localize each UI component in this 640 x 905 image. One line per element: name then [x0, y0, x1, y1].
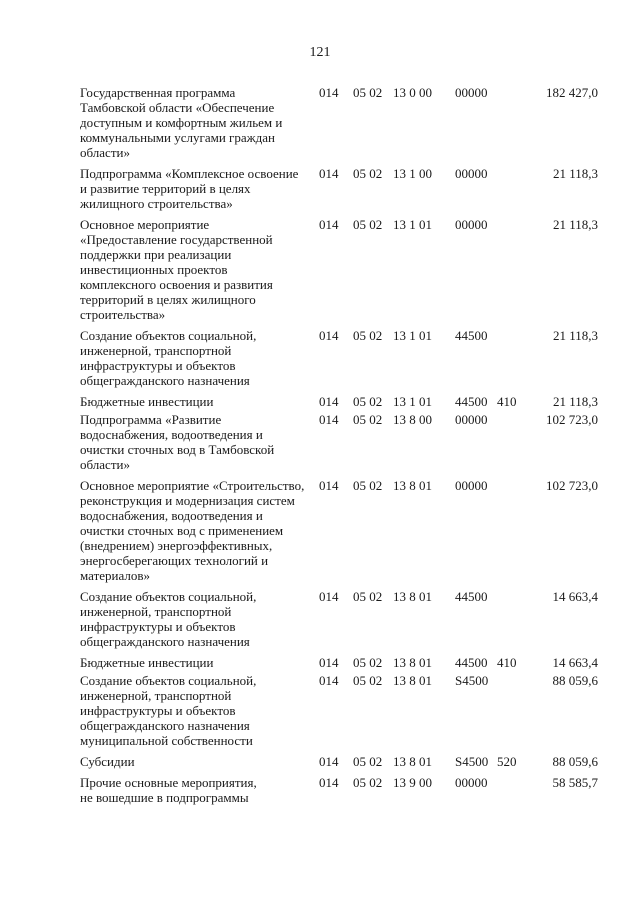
table-row	[0, 328, 640, 388]
table-row	[0, 394, 640, 409]
section-code: 05 02	[353, 655, 383, 670]
section-code: 05 02	[353, 412, 383, 427]
target-code: 00000	[455, 85, 488, 100]
table-row	[0, 775, 640, 805]
row-name: Субсидии	[80, 754, 135, 769]
row-name: Бюджетные инвестиции	[80, 655, 214, 670]
section-code: 05 02	[353, 328, 383, 343]
program-code: 13 8 00	[393, 412, 432, 427]
target-code: 44500	[455, 394, 488, 409]
ved-code: 014	[319, 655, 339, 670]
ved-code: 014	[319, 394, 339, 409]
target-code: 44500	[455, 655, 488, 670]
section-code: 05 02	[353, 85, 383, 100]
program-code: 13 8 01	[393, 478, 432, 493]
row-name: Создание объектов социальной, инженерной, транспортной инфраструктуры и объектов общегражданского назначения	[80, 328, 257, 388]
row-name: Государственная программа Тамбовской области «Обеспечение доступным и комфортным жильем и коммунальными услугами граждан области»	[80, 85, 283, 160]
program-code: 13 8 01	[393, 589, 432, 604]
amount: 14 663,4	[552, 655, 598, 670]
program-code: 13 1 01	[393, 217, 432, 232]
amount: 21 118,3	[552, 166, 598, 181]
ved-code: 014	[319, 217, 339, 232]
section-code: 05 02	[353, 775, 383, 790]
ved-code: 014	[319, 589, 339, 604]
table-row	[0, 412, 640, 472]
row-name: Прочие основные мероприятия, не вошедшие в подпрограммы	[80, 775, 257, 805]
expense-type-code: 520	[497, 754, 517, 769]
table-row	[0, 673, 640, 748]
expense-type-code: 410	[497, 394, 517, 409]
target-code: 00000	[455, 412, 488, 427]
amount: 182 427,0	[546, 85, 598, 100]
table-row	[0, 166, 640, 211]
target-code: 00000	[455, 478, 488, 493]
row-name: Основное мероприятие «Строительство, реконструкция и модернизация систем водоснабжения, водоотведения и очистки сточных вод с применением (внедрением) энергоэффективных, энергосберегающих технологий и материалов»	[80, 478, 305, 583]
program-code: 13 8 01	[393, 754, 432, 769]
ved-code: 014	[319, 673, 339, 688]
expense-type-code: 410	[497, 655, 517, 670]
row-name: Подпрограмма «Развитие водоснабжения, водоотведения и очистки сточных вод в Тамбовской области»	[80, 412, 275, 472]
target-code: 00000	[455, 166, 488, 181]
ved-code: 014	[319, 412, 339, 427]
ved-code: 014	[319, 328, 339, 343]
section-code: 05 02	[353, 589, 383, 604]
table-row	[0, 217, 640, 322]
program-code: 13 1 00	[393, 166, 432, 181]
row-name: Создание объектов социальной, инженерной, транспортной инфраструктуры и объектов общегражданского назначения	[80, 589, 257, 649]
row-name: Создание объектов социальной, инженерной, транспортной инфраструктуры и объектов общегражданского назначения муниципальной собственности	[80, 673, 257, 748]
program-code: 13 1 01	[393, 328, 432, 343]
amount: 88 059,6	[552, 673, 598, 688]
table-row	[0, 478, 640, 583]
amount: 58 585,7	[552, 775, 598, 790]
ved-code: 014	[319, 775, 339, 790]
row-name: Бюджетные инвестиции	[80, 394, 214, 409]
row-name: Подпрограмма «Комплексное освоение и развитие территорий в целях жилищного строительства»	[80, 166, 299, 211]
ved-code: 014	[319, 754, 339, 769]
ved-code: 014	[319, 166, 339, 181]
target-code: 44500	[455, 328, 488, 343]
section-code: 05 02	[353, 754, 383, 769]
amount: 88 059,6	[552, 754, 598, 769]
amount: 21 118,3	[552, 217, 598, 232]
program-code: 13 0 00	[393, 85, 432, 100]
section-code: 05 02	[353, 217, 383, 232]
row-name: Основное мероприятие «Предоставление государственной поддержки при реализации инвестиционных проектов комплексного освоения и развития территорий в целях жилищного строительства»	[80, 217, 273, 322]
amount: 102 723,0	[546, 478, 598, 493]
page-number: 121	[309, 45, 331, 60]
ved-code: 014	[319, 85, 339, 100]
table-row	[0, 754, 640, 769]
amount: 14 663,4	[552, 589, 598, 604]
amount: 21 118,3	[552, 394, 598, 409]
target-code: 00000	[455, 217, 488, 232]
amount: 102 723,0	[546, 412, 598, 427]
program-code: 13 8 01	[393, 655, 432, 670]
amount: 21 118,3	[552, 328, 598, 343]
budget-table	[0, 85, 640, 811]
table-row	[0, 655, 640, 670]
section-code: 05 02	[353, 673, 383, 688]
target-code: 44500	[455, 589, 488, 604]
table-row	[0, 589, 640, 649]
program-code: 13 8 01	[393, 673, 432, 688]
program-code: 13 1 01	[393, 394, 432, 409]
target-code: S4500	[455, 673, 489, 688]
target-code: S4500	[455, 754, 489, 769]
section-code: 05 02	[353, 478, 383, 493]
section-code: 05 02	[353, 394, 383, 409]
program-code: 13 9 00	[393, 775, 432, 790]
target-code: 00000	[455, 775, 488, 790]
table-row	[0, 85, 640, 160]
section-code: 05 02	[353, 166, 383, 181]
ved-code: 014	[319, 478, 339, 493]
